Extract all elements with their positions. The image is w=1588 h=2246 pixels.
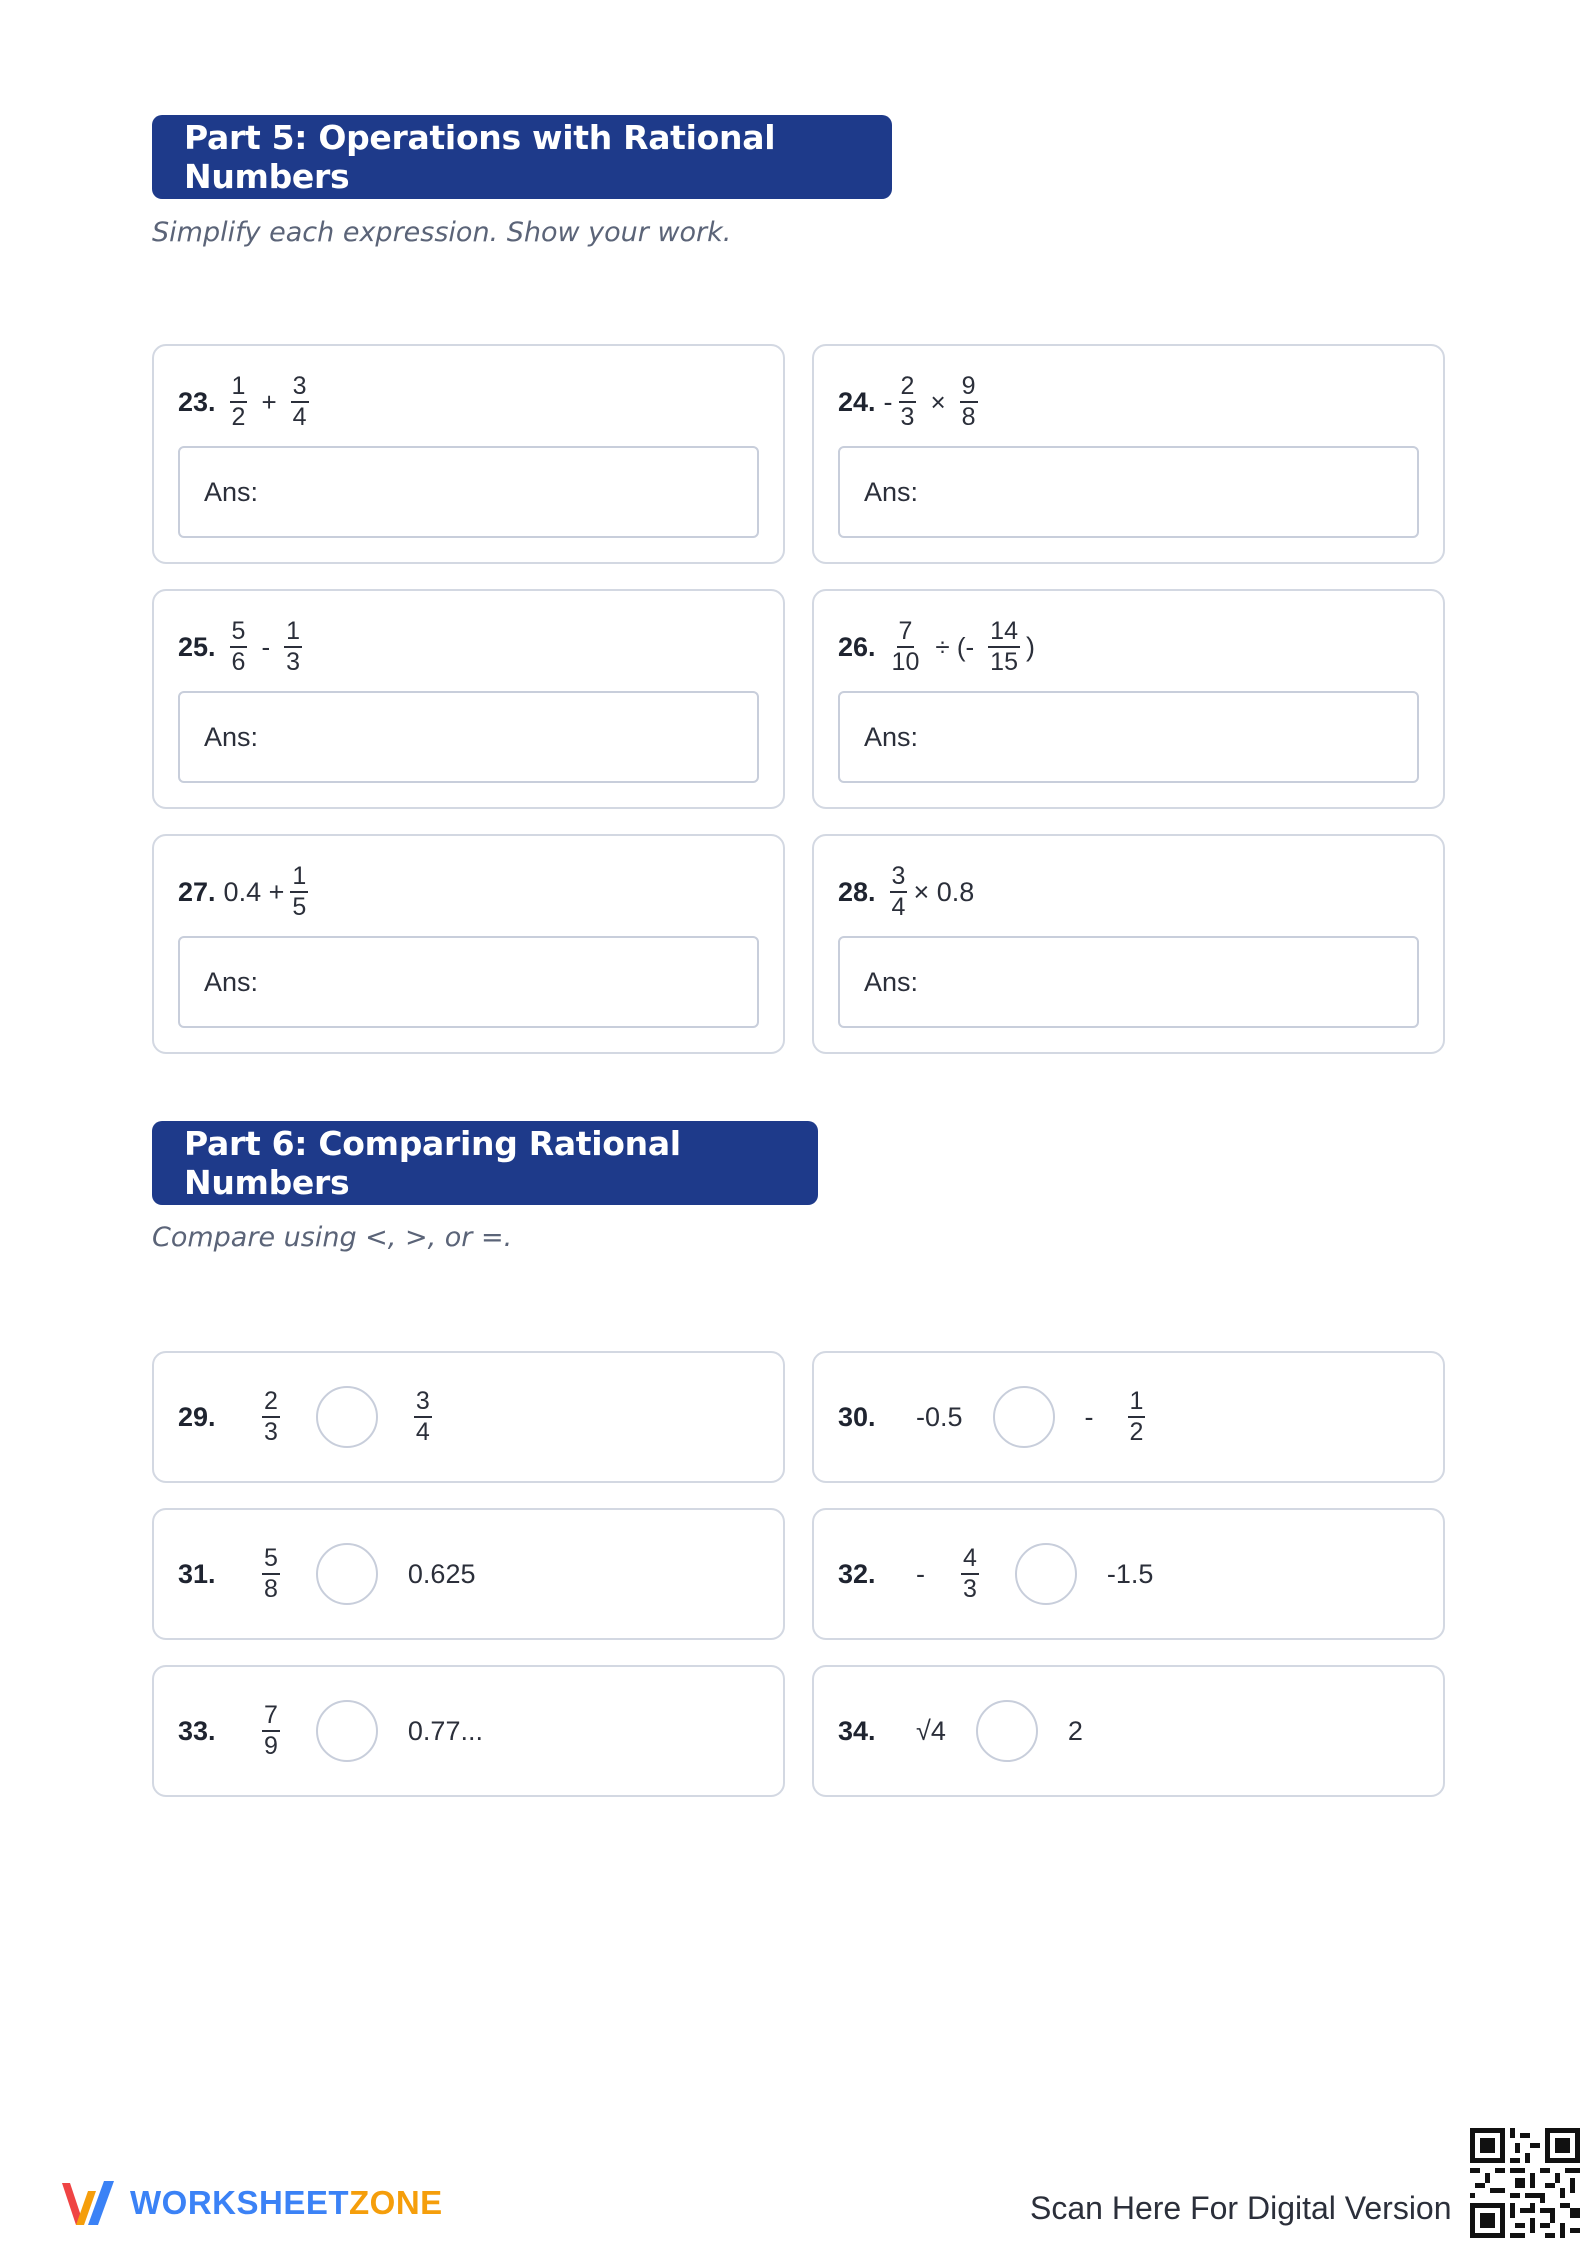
question-card-26 xyxy=(812,589,1445,809)
compare-circle[interactable] xyxy=(316,1543,378,1605)
question-number: 31. xyxy=(178,1558,216,1589)
question-card-27 xyxy=(152,834,785,1054)
compare-circle[interactable] xyxy=(976,1700,1038,1762)
decimal-term: × 0.8 xyxy=(913,876,975,907)
brand-name: WORKSHEETZONE xyxy=(130,2184,443,2221)
right-value: 0.625 xyxy=(407,1558,476,1589)
part5-header xyxy=(152,115,892,199)
brand-logo xyxy=(58,2175,443,2231)
fraction: $\frac{3}{4}$ xyxy=(292,372,307,431)
left-value: √4 xyxy=(916,1715,946,1746)
worksheetzone-logo-icon xyxy=(58,2175,118,2231)
compare-card-30 xyxy=(812,1351,1445,1483)
question-card-28 xyxy=(812,834,1445,1054)
negative-sign: - xyxy=(1084,1401,1094,1432)
fraction: $\frac{3}{4}$ xyxy=(891,862,906,921)
question-number: 33. xyxy=(178,1715,216,1746)
question-number: 25. xyxy=(178,631,216,662)
question-number: 29. xyxy=(178,1401,216,1432)
answer-label: Ans: xyxy=(864,966,919,997)
question-number: 32. xyxy=(838,1558,876,1589)
negative-sign: - xyxy=(883,386,893,417)
qr-code-icon[interactable] xyxy=(1470,2128,1580,2238)
compare-card-32 xyxy=(812,1508,1445,1640)
fraction: $\frac{7}{9}$ xyxy=(264,1701,278,1760)
fraction: $\frac{2}{3}$ xyxy=(264,1387,278,1446)
compare-card-31 xyxy=(152,1508,785,1640)
expression xyxy=(178,370,315,434)
part6-title: Part 6: Comparing Rational Numbers xyxy=(184,1124,681,1202)
expression xyxy=(838,860,974,924)
operator: + xyxy=(261,386,277,417)
answer-field[interactable] xyxy=(838,936,1419,1028)
fraction: $\frac{3}{4}$ xyxy=(415,1387,430,1446)
expression xyxy=(178,615,308,679)
compare-circle[interactable] xyxy=(316,1700,378,1762)
right-value: 2 xyxy=(1067,1715,1083,1746)
expression xyxy=(838,615,1035,679)
question-number: 24. xyxy=(838,386,876,417)
question-number: 27. xyxy=(178,876,216,907)
left-value: -0.5 xyxy=(916,1401,963,1432)
compare-circle[interactable] xyxy=(1015,1543,1077,1605)
comparison xyxy=(178,1667,483,1795)
negative-sign: - xyxy=(916,1558,925,1589)
compare-card-29 xyxy=(152,1351,785,1483)
operator: ÷ (- xyxy=(935,631,975,662)
question-number: 28. xyxy=(838,876,876,907)
compare-card-33 xyxy=(152,1665,785,1797)
compare-circle[interactable] xyxy=(316,1386,378,1448)
question-number: 30. xyxy=(838,1401,876,1432)
comparison xyxy=(838,1510,1153,1638)
answer-label: Ans: xyxy=(204,721,259,752)
answer-field[interactable] xyxy=(838,446,1419,538)
part6-header xyxy=(152,1121,818,1205)
fraction: $\frac{9}{8}$ xyxy=(961,372,976,431)
compare-card-34 xyxy=(812,1665,1445,1797)
fraction: $\frac{1}{3}$ xyxy=(286,617,301,676)
question-card-25 xyxy=(152,589,785,809)
question-card-24 xyxy=(812,344,1445,564)
fraction: $\frac{2}{3}$ xyxy=(900,372,915,431)
right-value: -1.5 xyxy=(1106,1558,1154,1589)
question-number: 34. xyxy=(838,1715,876,1746)
comparison xyxy=(178,1353,438,1481)
decimal-term: 0.4 + xyxy=(223,876,285,907)
answer-label: Ans: xyxy=(204,966,259,997)
question-number: 26. xyxy=(838,631,876,662)
question-card-23 xyxy=(152,344,785,564)
fraction: $\frac{5}{8}$ xyxy=(264,1544,278,1603)
answer-label: Ans: xyxy=(864,476,919,507)
fraction: $\frac{7}{10}$ xyxy=(891,617,920,676)
part5-instructions: Simplify each expression. Show your work. xyxy=(152,217,732,248)
fraction: $\frac{1}{5}$ xyxy=(292,862,307,921)
right-value: 0.77... xyxy=(407,1715,483,1746)
part6-instructions: Compare using <, >, or =. xyxy=(152,1222,513,1253)
part5-title: Part 5: Operations with Rational Numbers xyxy=(184,118,776,196)
fraction: $\frac{1}{2}$ xyxy=(1129,1387,1144,1446)
fraction: $\frac{14}{15}$ xyxy=(990,617,1018,676)
answer-field[interactable] xyxy=(178,691,759,783)
answer-label: Ans: xyxy=(204,476,259,507)
fraction: $\frac{4}{3}$ xyxy=(963,1544,977,1603)
compare-circle[interactable] xyxy=(993,1386,1055,1448)
comparison xyxy=(838,1353,1151,1481)
comparison xyxy=(838,1667,1083,1795)
answer-field[interactable] xyxy=(838,691,1419,783)
answer-field[interactable] xyxy=(178,936,759,1028)
expression xyxy=(178,860,314,924)
answer-field[interactable] xyxy=(178,446,759,538)
fraction: $\frac{5}{6}$ xyxy=(231,617,246,676)
scan-instruction: Scan Here For Digital Version xyxy=(1030,2190,1452,2226)
question-number: 23. xyxy=(178,386,216,417)
operator: × xyxy=(930,386,946,417)
fraction: $\frac{1}{2}$ xyxy=(231,372,246,431)
expression xyxy=(838,370,984,434)
close-paren: ) xyxy=(1025,631,1035,662)
answer-label: Ans: xyxy=(864,721,919,752)
comparison xyxy=(178,1510,475,1638)
operator: - xyxy=(261,631,271,662)
